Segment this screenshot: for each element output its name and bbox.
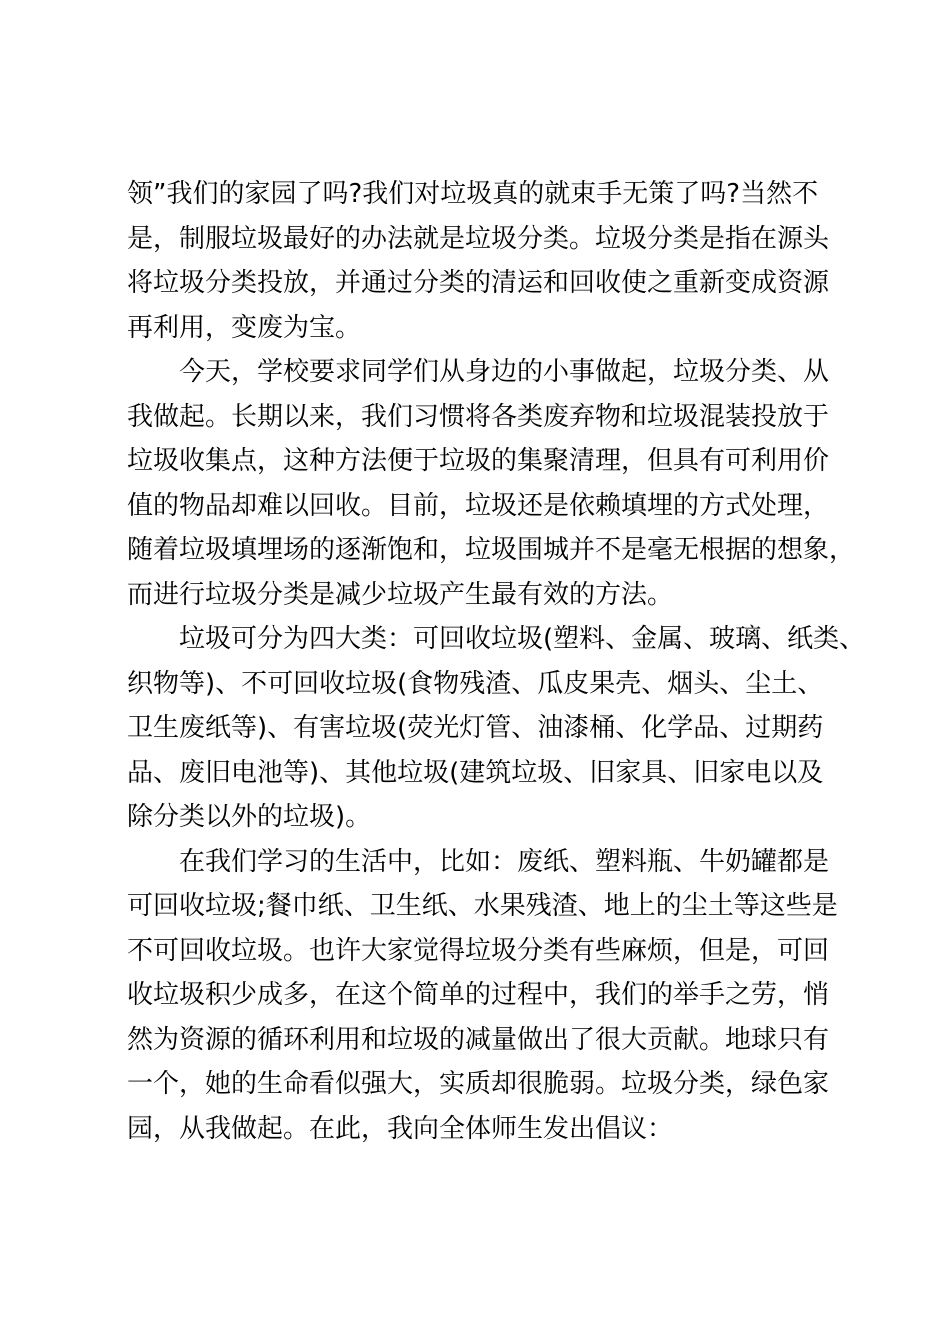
text-line: 而进行垃圾分类是减少垃圾产生最有效的方法。 xyxy=(127,579,674,610)
text-line: 再利用，变废为宝。 xyxy=(127,312,362,343)
text-line: 今天，学校要求同学们从身边的小事做起，垃圾分类、从 xyxy=(179,357,830,387)
text-line: 可回收垃圾;餐巾纸、卫生纸、水果残渣、地上的尘土等这些是 xyxy=(127,891,838,921)
text-line: 收垃圾积少成多，在这个简单的过程中，我们的举手之劳，悄 xyxy=(127,980,830,1010)
text-line: 垃圾可分为四大类：可回收垃圾(塑料、金属、玻璃、纸类、 xyxy=(179,624,866,654)
body-text xyxy=(127,172,866,1151)
text-line: 一个，她的生命看似强大，实质却很脆弱。垃圾分类，绿色家 xyxy=(127,1069,830,1099)
text-line: 园，从我做起。在此，我向全体师生发出倡议： xyxy=(127,1113,674,1144)
text-line: 垃圾收集点，这种方法便于垃圾的集聚清理，但具有可利用价 xyxy=(127,446,830,476)
text-line: 品、废旧电池等)、其他垃圾(建筑垃圾、旧家具、旧家电以及 xyxy=(127,757,824,788)
text-line: 领”我们的家园了吗?我们对垃圾真的就束手无策了吗?当然不 xyxy=(127,179,819,209)
text-line: 将垃圾分类投放，并通过分类的清运和回收使之重新变成资源 xyxy=(127,268,830,298)
text-line: 除分类以外的垃圾)。 xyxy=(127,802,372,832)
text-line: 不可回收垃圾。也许大家觉得垃圾分类有些麻烦，但是，可回 xyxy=(127,935,830,966)
text-line: 值的物品却难以回收。目前，垃圾还是依赖填埋的方式处理， xyxy=(127,490,830,521)
text-line: 织物等)、不可回收垃圾(食物残渣、瓜皮果壳、烟头、尘土、 xyxy=(127,668,824,699)
text-line: 在我们学习的生活中，比如：废纸、塑料瓶、牛奶罐都是 xyxy=(179,846,830,877)
text-line: 随着垃圾填埋场的逐渐饱和，垃圾围城并不是毫无根据的想象， xyxy=(127,535,856,565)
text-line: 然为资源的循环利用和垃圾的减量做出了很大贡献。地球只有 xyxy=(127,1024,830,1055)
text-line: 我做起。长期以来，我们习惯将各类废弃物和垃圾混装投放于 xyxy=(127,401,830,432)
text-line: 是，制服垃圾最好的办法就是垃圾分类。垃圾分类是指在源头 xyxy=(127,223,830,254)
text-line: 卫生废纸等)、有害垃圾(荧光灯管、油漆桶、化学品、过期药 xyxy=(127,713,824,743)
